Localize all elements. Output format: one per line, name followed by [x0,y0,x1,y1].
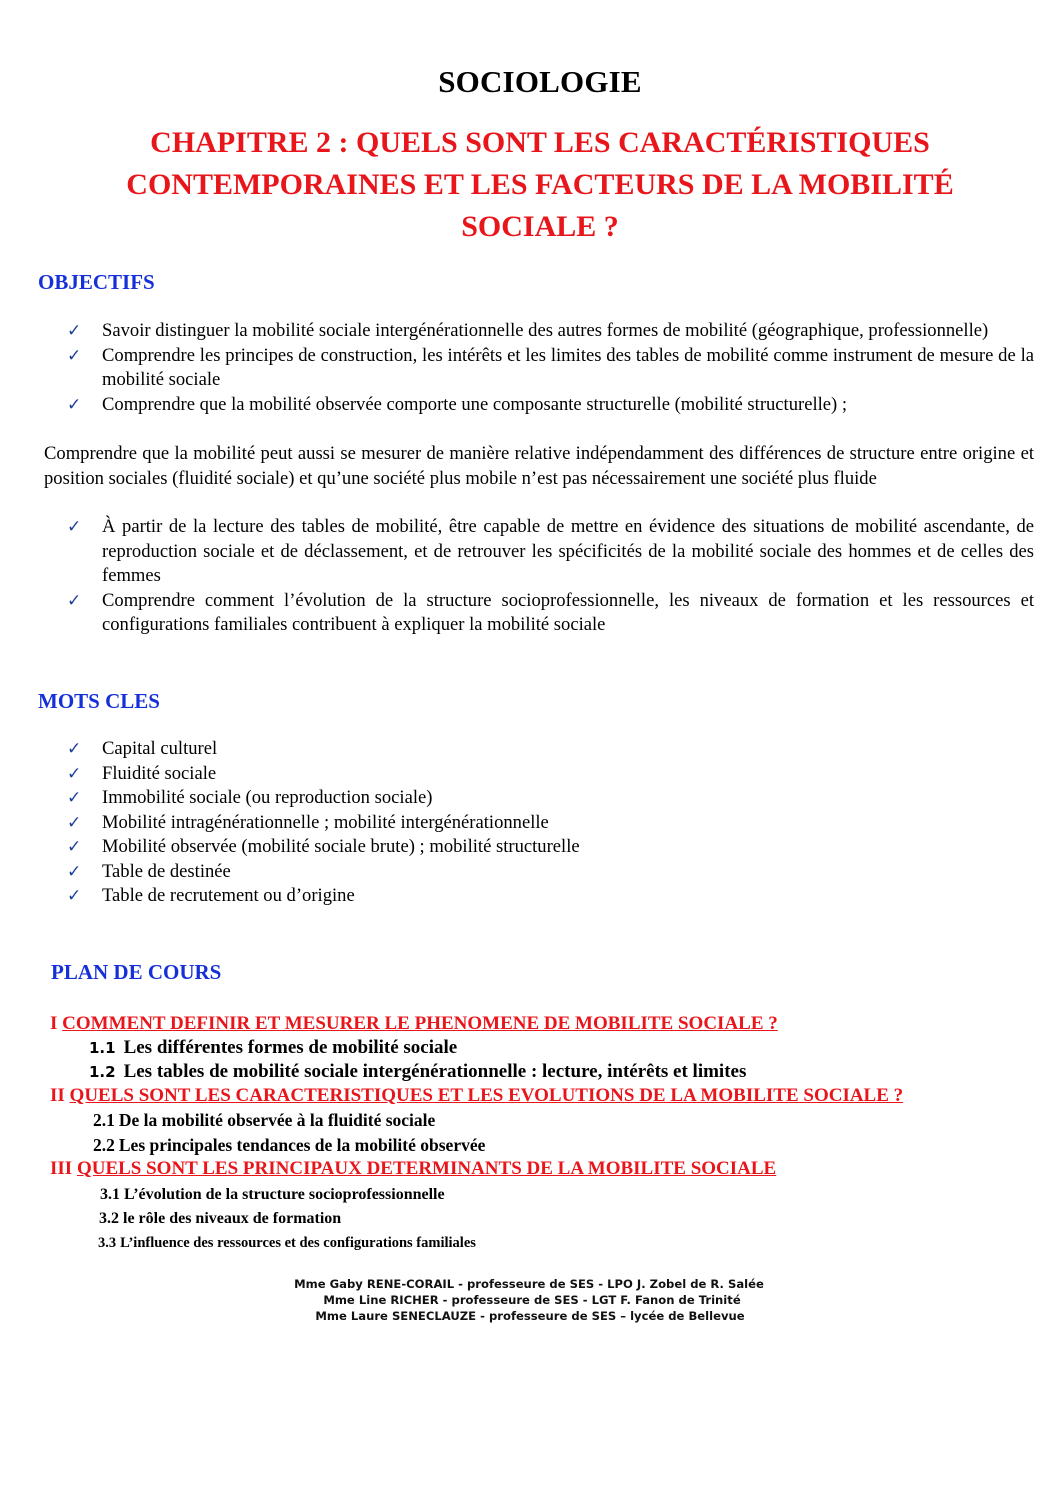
keyword-item [0,737,900,762]
plan-part-3 [50,1158,776,1180]
keyword-text: Immobilité sociale (ou reproduction sociale) [102,787,433,808]
author-line: Mme Gaby RENE-CORAIL - professeure de SES - LPO J. Zobel de R. Salée [294,1277,764,1291]
keyword-text: Table de recrutement ou d’origine [102,885,355,906]
keyword-item [0,786,900,811]
objective-paragraph: Comprendre que la mobilité peut aussi se mesurer de manière relative indépendamment des différences de structure entre origine et position sociales (fluidité sociale) et qu’une société plus mobile n’est pas nécessairement une société plus fluide [44,443,1034,489]
plan-sub-label: Les différentes formes de mobilité sociale [123,1037,458,1058]
keywords-list [0,737,900,909]
plan-part-title: QUELS SONT LES PRINCIPAUX DETERMINANTS DE LA MOBILITE SOCIALE [76,1158,777,1179]
objective-item [0,393,1034,418]
objective-item [0,589,1034,638]
chapter-title: CHAPITRE 2 : QUELS SONT LES CARACTÉRISTIQUES CONTEMPORAINES ET LES FACTEURS DE LA MOBILITÉ SOCIALE ? [126,126,954,243]
author-line: Mme Line RICHER - professeure de SES - LGT F. Fanon de Trinité [323,1293,741,1307]
plan-heading: PLAN DE COURS [51,960,222,984]
plan-sub-label: L’évolution de la structure socioprofessionnelle [124,1186,445,1203]
plan-sub-label: De la mobilité observée à la fluidité sociale [118,1110,436,1130]
plan-part-2 [50,1085,903,1107]
objectives-heading: OBJECTIFS [38,270,155,294]
plan-sub-label: le rôle des niveaux de formation [123,1210,342,1227]
checkmark-icon: ✓ [67,394,82,415]
plan-sub-number: 3.1 [100,1186,120,1203]
objective-item [0,319,1034,344]
plan-part-number: I [50,1013,63,1034]
checkmark-icon: ✓ [67,763,82,784]
plan-sub-number: 3.3 [98,1235,117,1251]
checkmark-icon: ✓ [67,837,82,857]
plan-sub-1-2 [89,1061,746,1083]
plan-sub-2-2 [93,1135,485,1156]
plan-sub-label: L’influence des ressources et des configurations familiales [120,1235,476,1251]
plan-part-title: COMMENT DEFINIR ET MESURER LE PHENOMENE DE MOBILITE SOCIALE ? [62,1013,778,1034]
plan-part-number: III [50,1158,77,1179]
keyword-text: Fluidité sociale [102,762,217,784]
objective-text: Comprendre comment l’évolution de la structure socioprofessionnelle, les niveaux de formation et les ressources et configurations familiales contribuent à expliquer la mobilité sociale [102,589,1034,636]
plan-part-1 [50,1013,778,1035]
plan-sub-2-1 [93,1110,435,1131]
checkmark-icon: ✓ [67,861,82,882]
plan-sub-number: 1.1 [89,1039,116,1057]
objectives-list-continued [0,515,1034,638]
keyword-item [0,811,900,836]
plan-sub-label: Les tables de mobilité sociale intergénérationnelle : lecture, intérêts et limites [123,1061,747,1082]
checkmark-icon: ✓ [67,590,82,611]
keyword-text: Mobilité intragénérationnelle ; mobilité intergénérationnelle [102,811,549,833]
keyword-item [0,835,900,860]
keywords-heading: MOTS CLES [38,689,160,713]
checkmark-icon: ✓ [67,788,82,808]
author-line: Mme Laure SENECLAUZE - professeure de SES – lycée de Bellevue [315,1309,745,1323]
plan-sub-label: Les principales tendances de la mobilité observée [118,1135,486,1155]
subject-title: SOCIOLOGIE [438,64,642,99]
plan-sub-number: 2.1 [93,1110,115,1130]
plan-sub-number: 1.2 [89,1063,116,1081]
plan-sub-number: 3.2 [99,1210,119,1227]
objective-item [0,515,1034,589]
plan-part-number: II [50,1085,70,1106]
objective-text: Comprendre les principes de construction, les intérêts et les limites des tables de mobilité comme instrument de mesure de la mobilité sociale [102,344,1034,391]
keyword-item [0,762,900,787]
keyword-item [0,860,900,885]
objectives-list [0,319,1034,417]
plan-sub-3-2 [99,1210,341,1228]
plan-part-title: QUELS SONT LES CARACTERISTIQUES ET LES EVOLUTIONS DE LA MOBILITE SOCIALE ? [69,1085,904,1106]
keyword-text: Capital culturel [102,738,218,759]
keyword-item [0,884,900,909]
keyword-text: Mobilité observée (mobilité sociale brute) ; mobilité structurelle [102,836,580,857]
checkmark-icon: ✓ [67,345,82,366]
authors-block [0,1276,1058,1324]
checkmark-icon: ✓ [67,886,82,906]
objective-text: À partir de la lecture des tables de mobilité, être capable de mettre en évidence des situations de mobilité ascendante, de reproduction sociale et de déclassement, et de retrouver les spécificités de la mobilité sociale des hommes et de celles des femmes [102,516,1034,587]
plan-sub-1-1 [89,1037,457,1059]
checkmark-icon: ✓ [67,739,82,759]
plan-sub-3-1 [100,1186,445,1204]
objective-text: Comprendre que la mobilité observée comporte une composante structurelle (mobilité structurelle) ; [102,393,848,415]
checkmark-icon: ✓ [67,812,82,833]
objective-item [0,344,1034,393]
objective-text: Savoir distinguer la mobilité sociale intergénérationnelle des autres formes de mobilité (géographique, professionnelle) [102,320,989,341]
keyword-text: Table de destinée [102,860,231,882]
plan-sub-3-3 [98,1235,476,1252]
checkmark-icon: ✓ [67,517,82,537]
checkmark-icon: ✓ [67,321,82,341]
plan-sub-number: 2.2 [93,1135,115,1155]
